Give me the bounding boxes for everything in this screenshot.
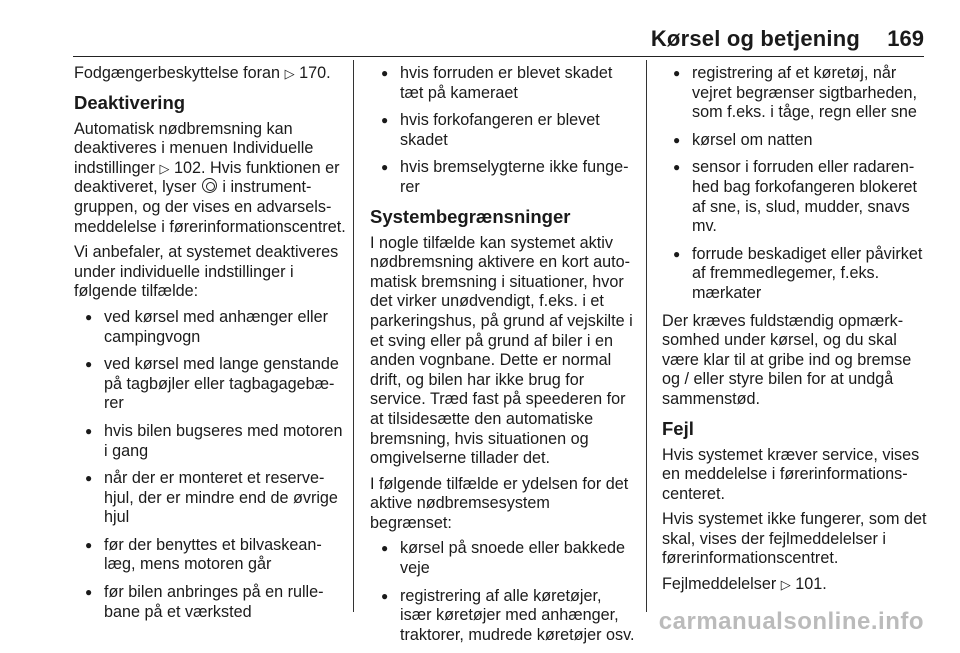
fault-messages-paragraph: Hvis systemet ikke fungerer, som det skal, vises der fejlmeddelelser i førerinformationscentret.	[662, 510, 927, 568]
deactivation-text-a: Automatisk nødbremsning kan deaktiveres i menuen Individuelle indstillinger	[74, 119, 314, 177]
list-item: ● registrering af alle køretøjer, især køretøjer med anhænger, traktorer, mudrede køretøjer osv.	[370, 587, 636, 646]
list-item: ● ved kørsel med anhænger eller campingvogn	[74, 308, 346, 347]
deactivation-page-ref: 102. Hvis funktionen er deaktiveret, lyser	[74, 158, 340, 197]
section-title: Kørsel og betjening	[650, 26, 860, 51]
page-header	[0, 0, 960, 56]
heading-fejl: Fejl	[662, 417, 694, 439]
column-2	[370, 64, 636, 653]
list-item: ● sensor i forruden eller radarenhed bag forkofangeren blokeret af sne, is, slud, mudder, snavs mv.	[662, 158, 930, 236]
list-item: ● ved kørsel med lange genstande på tagbøjler eller tagbagagebærer	[74, 355, 346, 414]
deactivation-cases-list	[74, 308, 346, 622]
watermark: carmanualsonline.info	[658, 608, 924, 635]
list-item: ● hvis bremselygterne ikke fungerer	[370, 158, 636, 197]
attention-paragraph: Der kræves fuldstændig opmærksomhed under kørsel, og du skal være klar til at gribe ind og bremse og / eller styre bilen for at undgå sammenstød.	[662, 311, 912, 408]
fault-ref-text: Fejlmeddelelser	[662, 575, 777, 594]
intro-paragraph	[74, 64, 346, 84]
list-item: ● før der benyttes et bilvaskeanlæg, mens motoren går	[74, 536, 346, 575]
list-item: ● kørsel om natten	[662, 131, 930, 151]
triangle-right-icon: ▷	[159, 160, 170, 176]
column-3	[662, 64, 930, 601]
list-item: ● registrering af et køretøj, når vejret begrænser sigtbarheden, som f.eks. i tåge, regn eller sne	[662, 64, 930, 123]
list-item: ● forrude beskadiget eller påvirket af fremmedlegemer, f.eks. mærkater	[662, 245, 930, 304]
deactivation-cases-list-continued	[370, 64, 636, 198]
fault-service-paragraph: Hvis systemet kræver service, vises en meddelelse i førerinformationscenteret.	[662, 445, 920, 503]
fault-page-ref[interactable]: 101.	[795, 575, 827, 594]
heading-deaktivering: Deaktivering	[74, 91, 186, 113]
column-divider-1	[353, 60, 354, 612]
header-divider	[73, 56, 924, 57]
page-number: 169	[887, 26, 924, 51]
triangle-right-icon: ▷	[284, 66, 295, 81]
limited-performance-list-continued	[662, 64, 930, 304]
list-item: ● før bilen anbringes på en rullebane på et værksted	[74, 583, 346, 622]
limitations-paragraph: I nogle tilfælde kan systemet aktiv nødbremsning aktivere en kort automatisk bremsning i situationer, hvor det virker unødvendigt, f.eks. i et parkeringshus, på grund af vejskilte i et sving eller på grund af biler i en anden vognbane. Dette er normal drift, og bilen har ikke brug for service. Træd fast på speederen for at tilsidesætte den automatiske bremsning, hvis situationen og omgivelserne tillader det.	[370, 233, 633, 468]
fault-ref-paragraph	[662, 575, 930, 595]
list-item: ● hvis bilen bugseres med motoren i gang	[74, 422, 346, 461]
intro-text: Fodgængerbeskyttelse foran	[74, 64, 281, 82]
column-1	[74, 64, 346, 630]
list-item: ● når der er monteret et reservehjul, der er mindre end de øvrige hjul	[74, 469, 346, 528]
heading-systembegraensninger: Systembegrænsninger	[370, 205, 571, 227]
deactivation-paragraph	[74, 120, 346, 238]
list-item: ● hvis forkofangeren er blevet skadet	[370, 111, 636, 150]
emergency-braking-warning-icon	[202, 178, 217, 193]
triangle-right-icon: ▷	[780, 577, 791, 593]
list-item: ● hvis forruden er blevet skadet tæt på kameraet	[370, 64, 636, 103]
deactivation-text-b: i instrumentgruppen, og der vises en advarselsmeddelelse i førerinformationscentret.	[74, 178, 346, 236]
intro-page-ref[interactable]: 170.	[299, 64, 331, 82]
recommendation-paragraph: Vi anbefaler, at systemet deaktiveres under individuelle indstillinger i følgende tilfælde:	[74, 243, 339, 301]
limited-performance-list	[370, 539, 636, 645]
column-divider-2	[646, 60, 647, 612]
list-item: ● kørsel på snoede eller bakkede veje	[370, 539, 636, 578]
limited-performance-paragraph: I følgende tilfælde er ydelsen for det aktive nødbremsesystem begrænset:	[370, 474, 629, 532]
